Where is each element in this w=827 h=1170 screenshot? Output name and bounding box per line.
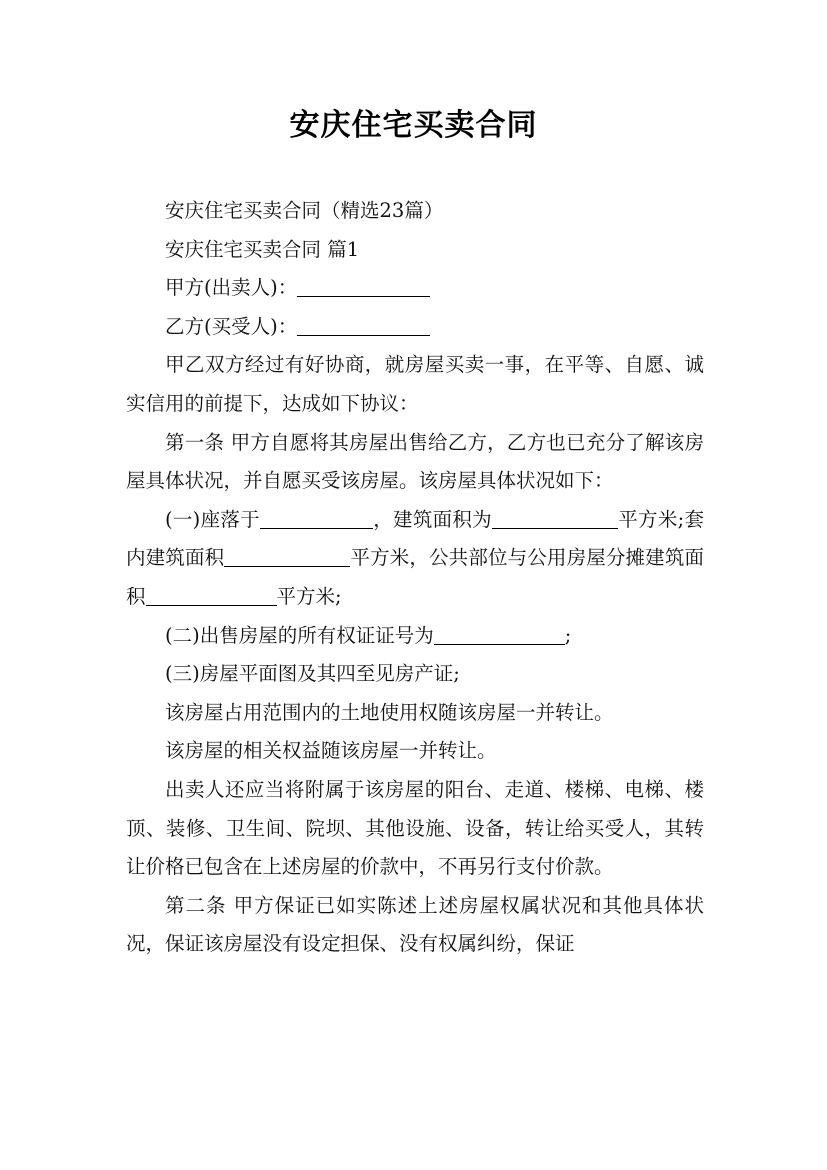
section-heading: 安庆住宅买卖合同 篇1 [165, 237, 360, 261]
party-b-blank [297, 315, 430, 336]
land-use-paragraph: 该房屋占用范围内的土地使用权随该房屋一并转让。 [165, 700, 614, 724]
party-b-label: 乙方(买受人)： [165, 314, 298, 338]
attachments-paragraph: 出卖人还应当将附属于该房屋的阳台、走道、楼梯、电梯、楼顶、装修、卫生间、院坝、其他设施、设备，转让给买受人，其转让价格已包含在上述房屋的价款中，不再另行支付价款。 [126, 777, 704, 879]
party-a-blank [297, 277, 430, 298]
building-area-blank [492, 508, 618, 529]
intro-paragraph: 甲乙双方经过有好协商，就房屋买卖一事，在平等、自愿、诚实信用的前提下，达成如下协议： [126, 353, 704, 415]
item-2-label: (二)出售房屋的所有权证证号为 [165, 623, 434, 647]
item-1-area-label: ，建筑面积为 [372, 507, 492, 531]
party-a-label: 甲方(出卖人)： [165, 276, 298, 300]
subtitle-line: 安庆住宅买卖合同（精选23篇） [165, 199, 444, 222]
document-body [126, 192, 704, 964]
item-1-unit-label: 平方米; [276, 584, 342, 608]
inner-area-blank [224, 547, 350, 568]
item-1-shared-area-label: 平方米，公共部位与公用房屋分摊建筑面积 [126, 546, 704, 608]
article-2-paragraph: 第二条 甲方保证已如实陈述上述房屋权属状况和其他具体状况，保证该房屋没有设定担保、没有权属纠纷，保证 [126, 893, 704, 956]
certificate-number-blank [434, 624, 565, 645]
item-1-inner-area-label: 平方米;套内建筑面积 [126, 507, 704, 570]
item-2-end: ; [564, 623, 572, 647]
item-1-paragraph [126, 501, 704, 617]
party-a-line [126, 269, 704, 308]
location-blank [260, 508, 373, 529]
item-3-paragraph: (三)房屋平面图及其四至见房产证; [165, 662, 460, 686]
party-b-line [126, 308, 704, 347]
shared-area-blank [146, 585, 277, 606]
article-1-paragraph: 第一条 甲方自愿将其房屋出售给乙方，乙方也已充分了解该房屋具体状况，并自愿买受该房屋。该房屋具体状况如下： [126, 430, 704, 493]
document-title: 安庆住宅买卖合同 [289, 108, 538, 143]
item-1-location-label: (一)座落于 [165, 507, 260, 531]
rights-paragraph: 该房屋的相关权益随该房屋一并转让。 [165, 739, 497, 763]
item-2-paragraph [126, 617, 704, 656]
